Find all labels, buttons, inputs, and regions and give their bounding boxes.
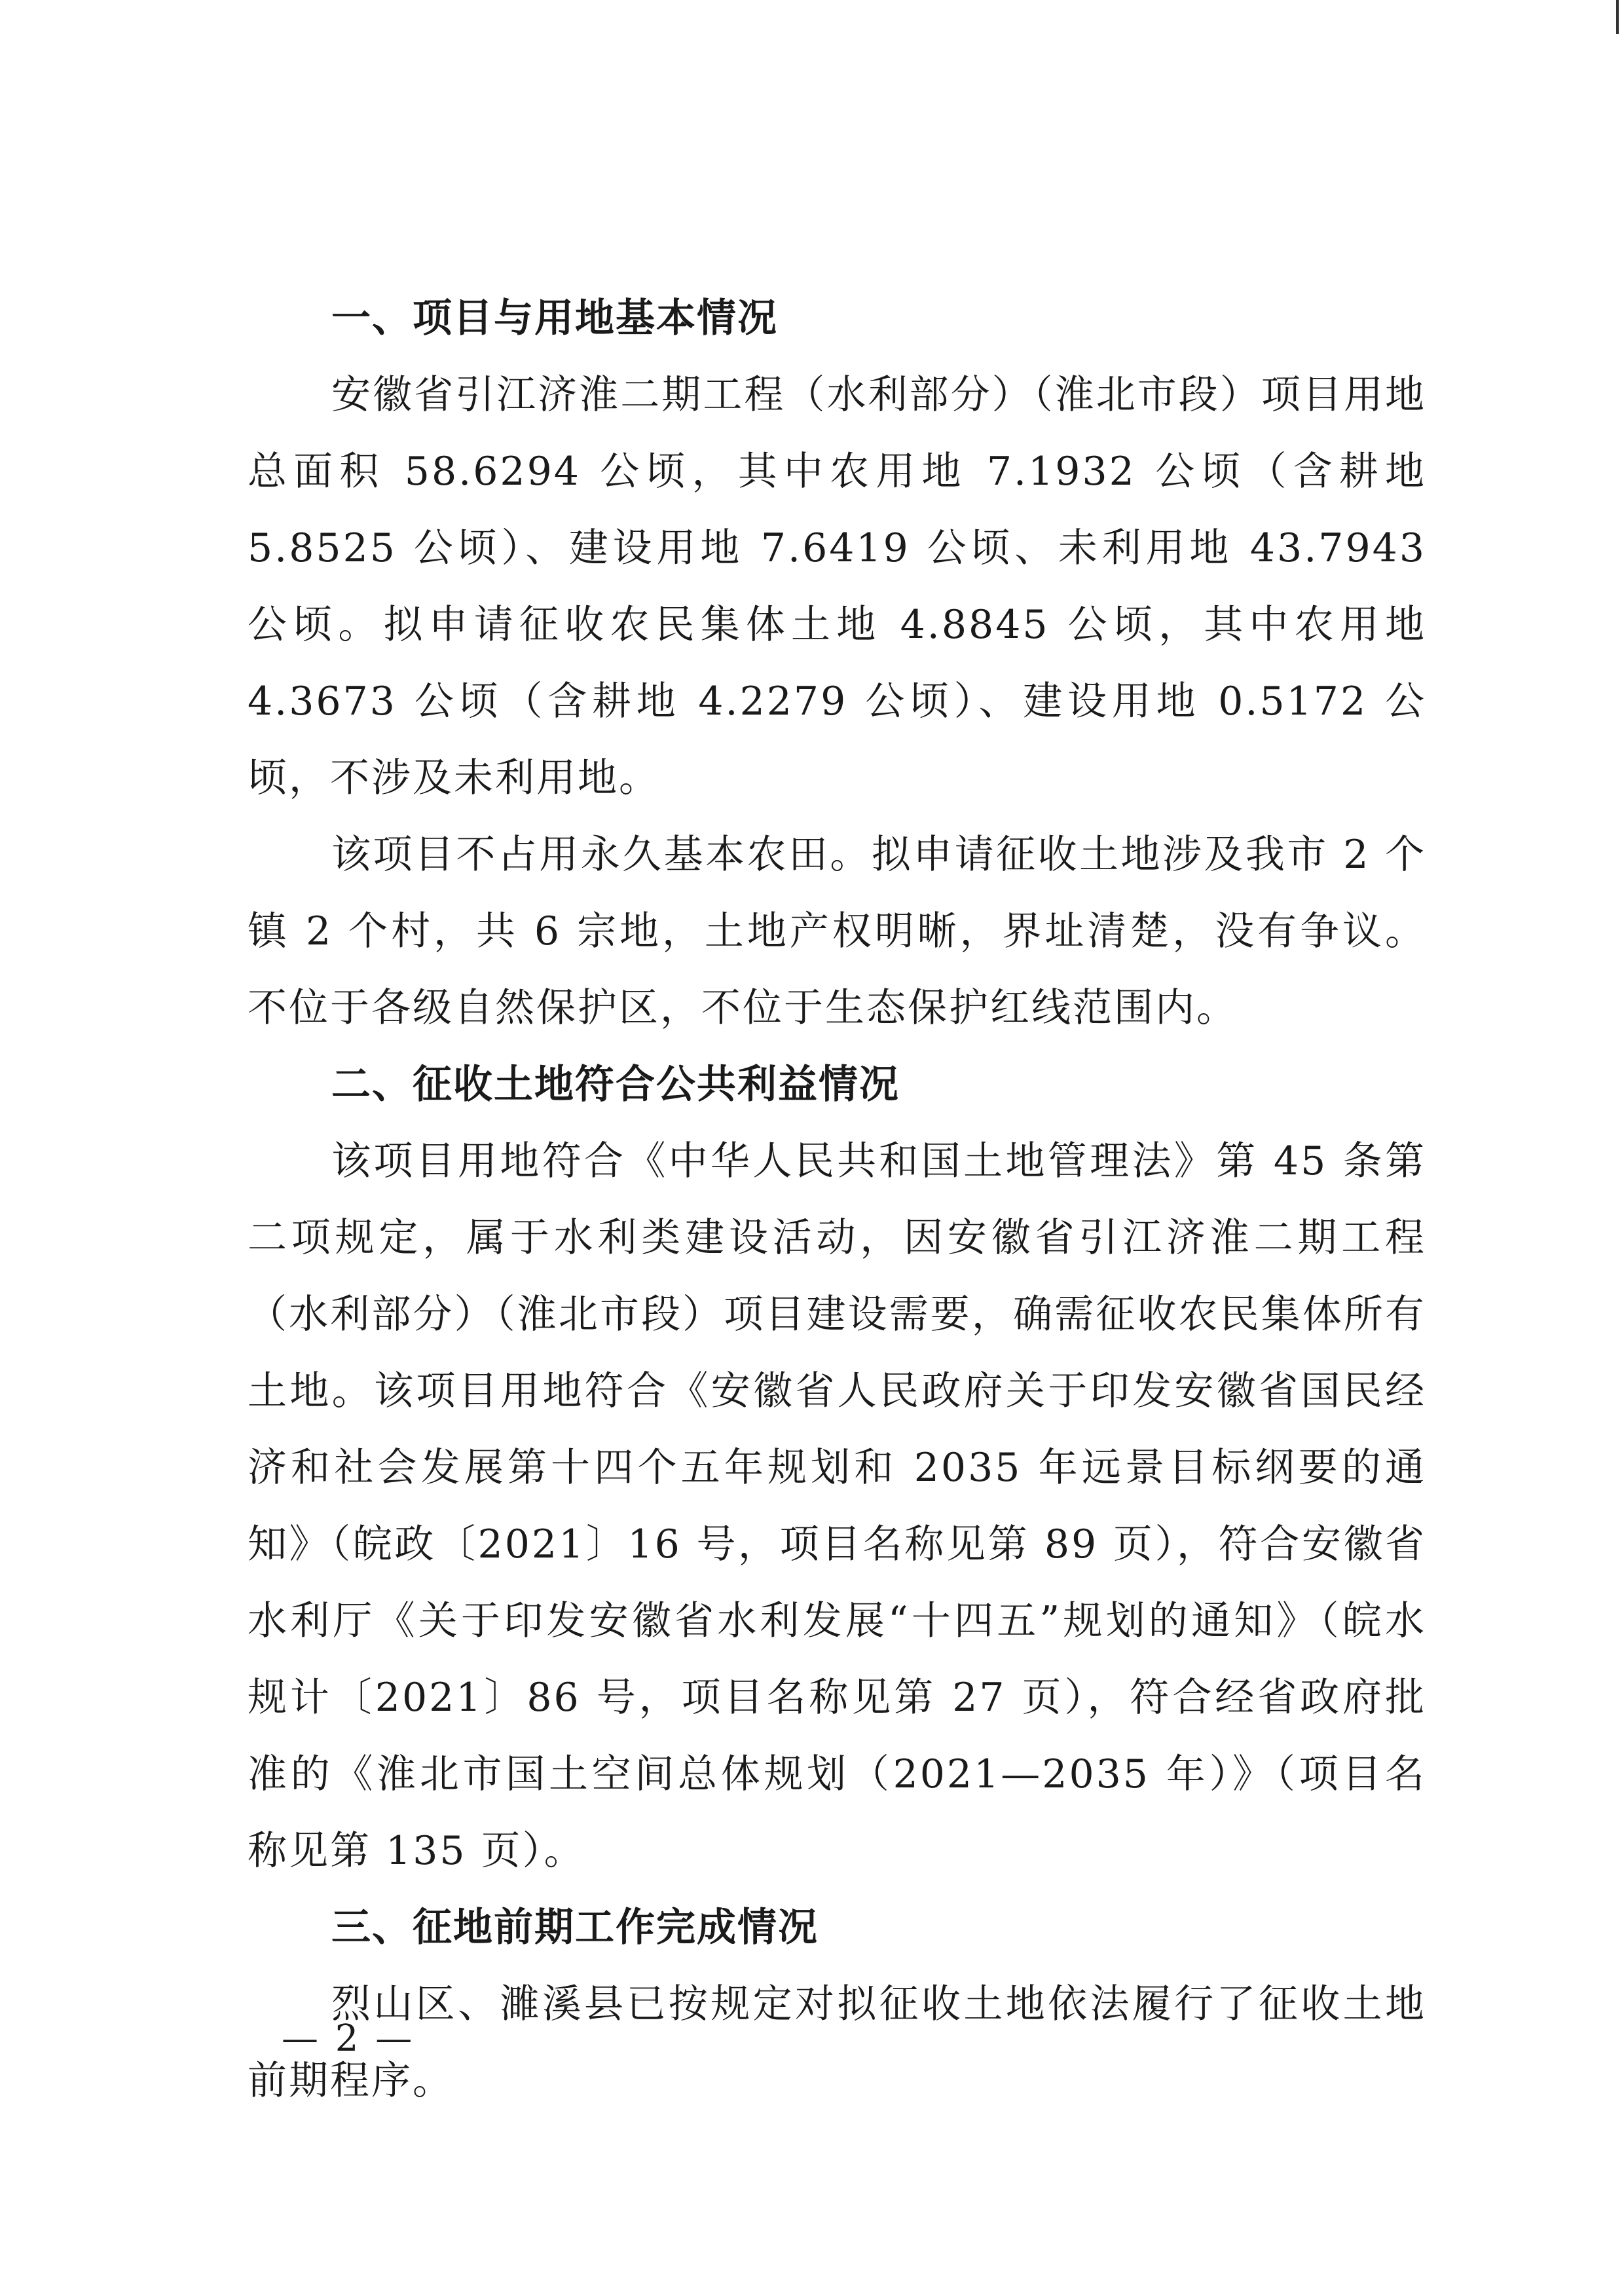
page-edge-mark: [1616, 0, 1619, 34]
page-number: — 2 —: [282, 2017, 415, 2060]
paragraph: 该项目用地符合《中华人民共和国土地管理法》第 45 条第二项规定，属于水利类建设活动，因安徽省引江济淮二期工程（水利部分）（淮北市段）项目建设需要，确需征收农民集体所有土地。该项目用地符合《安徽省人民政府关于印发安徽省国民经济和社会发展第十四个五年规划和 2035 年远景目标纲要的通知》（皖政〔2021〕16 号，项目名称见第 89 页），符合安徽省水利厅《关于印发安徽省水利发展“十四五”规划的通知》（皖水规计〔2021〕86 号，项目名称见第 27 页），符合经省政府批准的《淮北市国土空间总体规划（2021—2035 年）》（项目名称见第 135 页）。: [248, 1138, 1426, 1874]
section-2: [248, 1047, 1426, 1890]
paragraph: 安徽省引江济淮二期工程（水利部分）（淮北市段）项目用地总面积 58.6294 公顷，其中农用地 7.1932 公顷（含耕地 5.8525 公顷）、建设用地 7.6419 公顷、未利用地 43.7943 公顷。拟申请征收农民集体土地 4.8845 公顷，其中农用地 4.3673 公顷（含耕地 4.2279 公顷）、建设用地 0.5172 公顷，不涉及未利用地。: [248, 372, 1426, 801]
section-heading: 三、征地前期工作完成情况: [331, 1905, 819, 1950]
paragraph: 烈山区、濉溪县已按规定对拟征收土地依法履行了征收土地前期程序。: [248, 1981, 1426, 2104]
section-heading: 一、项目与用地基本情况: [331, 295, 778, 341]
section-1: [248, 280, 1426, 1047]
document-body: [248, 280, 1426, 2119]
section-heading: 二、征收土地符合公共利益情况: [331, 1062, 900, 1108]
paragraph: 该项目不占用永久基本农田。拟申请征收土地涉及我市 2 个镇 2 个村，共 6 宗地，土地产权明晰，界址清楚，没有争议。不位于各级自然保护区，不位于生态保护红线范围内。: [248, 832, 1426, 1031]
section-3: [248, 1890, 1426, 2119]
